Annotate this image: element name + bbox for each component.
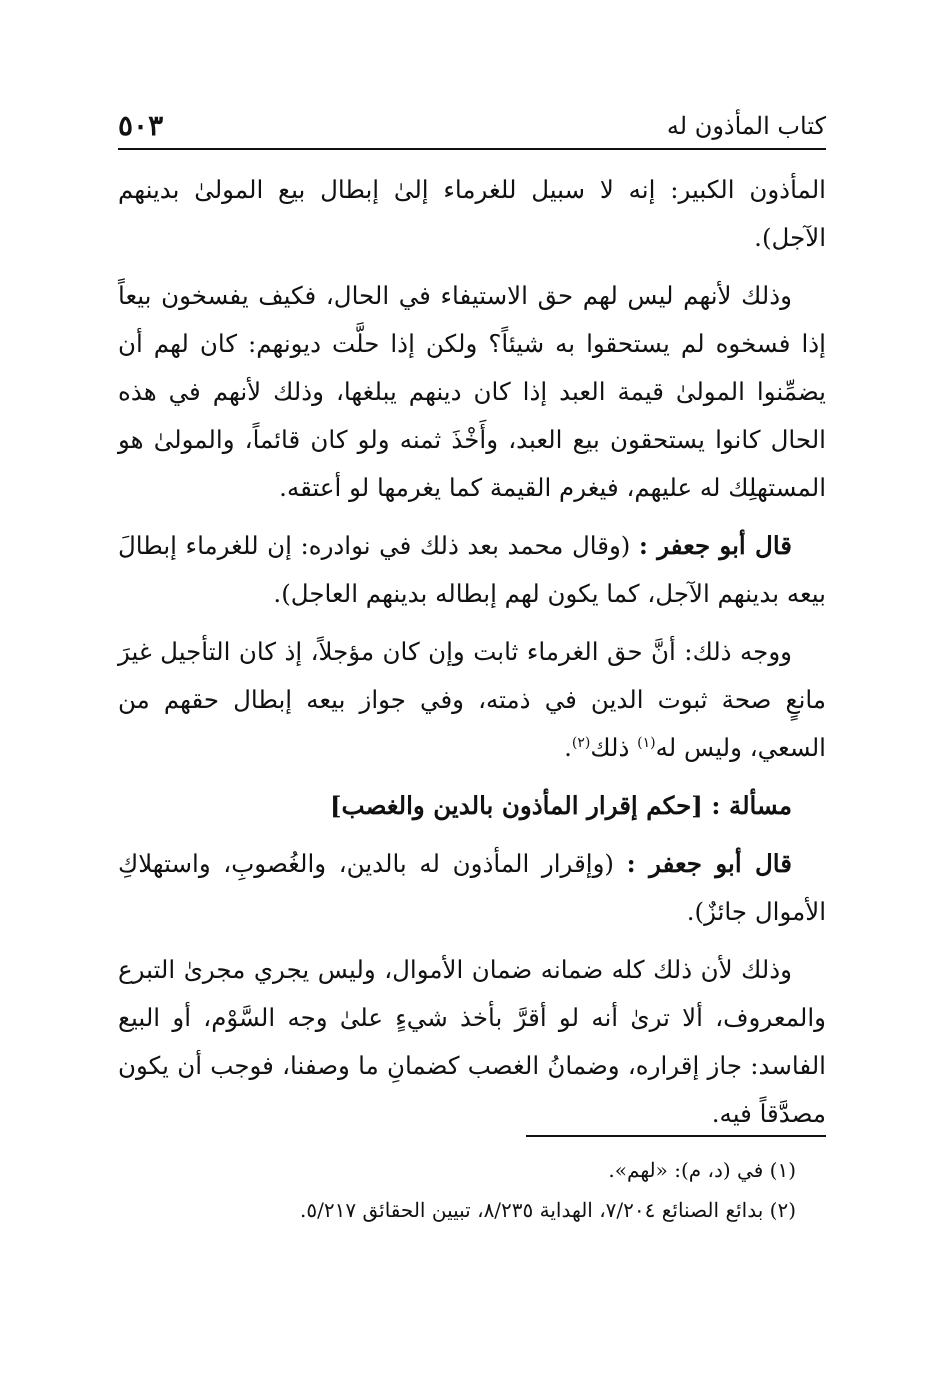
speaker-label: قال أبو جعفر :	[638, 531, 792, 560]
paragraph-6: وذلك لأن ذلك كله ضمانه ضمان الأموال، وليس يجري مجرىٰ التبرع والمعروف، ألا ترىٰ أنه لو أقرَّ بأخذ شيءٍ علىٰ وجه السَّوْم، أو البيع الفاسد: جاز إقراره، وضمانُ الغصب كضمانِ ما وصفنا، فوجب أن يكون مصدَّقاً فيه.	[118, 955, 826, 1128]
paragraph-4-end: .	[564, 733, 572, 762]
page-number: ٥٠٣	[118, 109, 164, 142]
footnote-1: (١) في (د، م): «لهم».	[608, 1158, 796, 1182]
paragraph-1: المأذون الكبير: إنه لا سبيل للغرماء إلىٰ إبطال بيع المولىٰ بدينهم الآجل).	[118, 175, 826, 252]
issue-heading	[118, 782, 826, 830]
paragraph-5	[118, 840, 826, 936]
footnote-ref-1: (١)	[637, 734, 656, 751]
footnotes	[118, 1150, 826, 1230]
running-title: كتاب المأذون له	[666, 112, 826, 140]
footnote-ref-2: (٢)	[571, 734, 591, 751]
footnote-divider	[526, 1135, 826, 1137]
paragraph-3	[118, 522, 826, 618]
paragraph-4-mid: ذلك	[590, 733, 638, 762]
page-header	[118, 92, 826, 150]
paragraph-4-text: ووجه ذلك: أنَّ حق الغرماء ثابت وإن كان مؤجلاً، إذ كان التأجيل غيرَ مانعٍ صحة ثبوت الدين في ذمته، وفي جواز بيعه إبطال حقهم من السعي، وليس له	[118, 637, 826, 762]
footnote-2: (٢) بدائع الصنائع ٧/٢٠٤، الهداية ٨/٢٣٥، تبيين الحقائق ٥/٢١٧.	[300, 1198, 796, 1222]
issue-title: [حكم إقرار المأذون بالدين والغصب]	[329, 791, 703, 820]
issue-label: مسألة :	[711, 791, 792, 820]
main-text	[118, 166, 826, 1138]
paragraph-2: وذلك لأنهم ليس لهم حق الاستيفاء في الحال، فكيف يفسخون بيعاً إذا فسخوه لم يستحقوا به شيئاً؟ ولكن إذا حلَّت ديونهم: كان لهم أن يضمِّنوا المولىٰ قيمة العبد إذا كان دينهم يبلغها، وذلك لأنهم في هذه الحال كانوا يستحقون بيع العبد، وأَخْذَ ثمنه ولو كان قائماً، والمولىٰ هو المستهلِك له عليهم، فيغرم القيمة كما يغرمها لو أعتقه.	[118, 281, 826, 502]
quoted-text: (وإقرار المأذون له بالدين، والغُصوبِ، واستهلاكِ الأموال جائزٌ).	[118, 849, 826, 926]
paragraph-4	[118, 628, 826, 772]
speaker-label: قال أبو جعفر :	[626, 849, 792, 878]
quoted-text: (وقال محمد بعد ذلك في نوادره: إن للغرماء إبطالَ بيعه بدينهم الآجل، كما يكون لهم إبطاله بدينهم العاجل).	[118, 531, 826, 608]
